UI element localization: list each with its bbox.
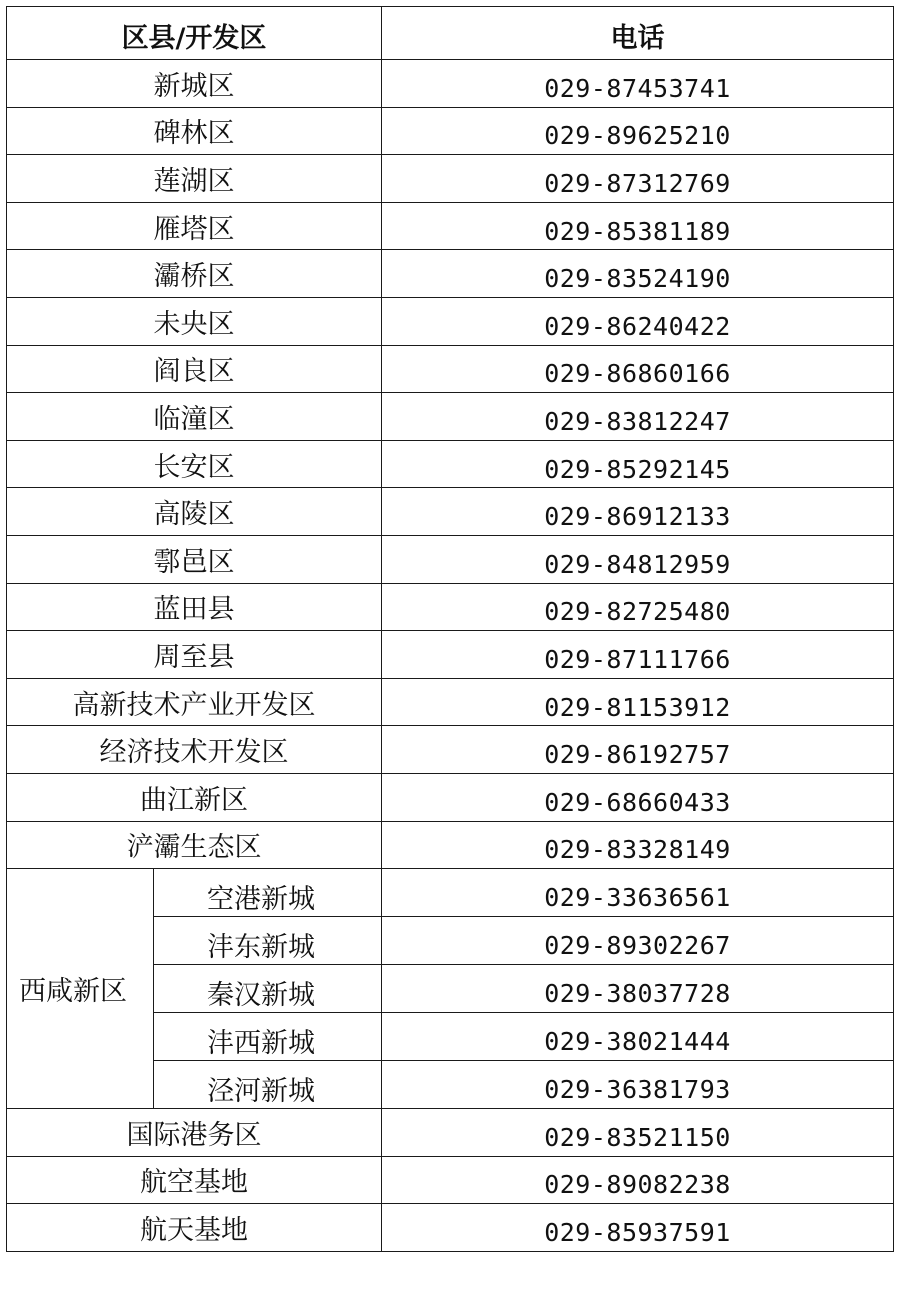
table-row [7, 202, 894, 250]
district-name-text: 临潼区 [153, 403, 235, 435]
district-name-text: 经济技术开发区 [99, 737, 289, 769]
district-name-text: 浐灞生态区 [126, 832, 262, 864]
district-name [7, 488, 382, 536]
district-name [7, 678, 382, 726]
phone-number: 029-86192757 [382, 726, 894, 774]
district-name [7, 1156, 382, 1204]
phone-number: 029-85292145 [382, 440, 894, 488]
district-name-text: 鄠邑区 [153, 546, 235, 578]
district-name [7, 440, 382, 488]
district-name [7, 583, 382, 631]
phone-number: 029-87111766 [382, 631, 894, 679]
phone-number: 029-85381189 [382, 202, 894, 250]
table-row [7, 821, 894, 869]
phone-number: 029-68660433 [382, 773, 894, 821]
sub-district-name: 秦汉新城 [154, 965, 382, 1013]
district-name-text: 碑林区 [153, 118, 235, 150]
district-name-text: 蓝田县 [153, 594, 235, 626]
phone-number: 029-87453741 [382, 60, 894, 108]
phone-number: 029-81153912 [382, 678, 894, 726]
district-name-text: 国际港务区 [126, 1119, 262, 1151]
table-row [7, 440, 894, 488]
sub-district-name: 泾河新城 [154, 1061, 382, 1109]
district-name-text: 阎良区 [153, 356, 235, 388]
table-row [7, 297, 894, 345]
table-row [7, 583, 894, 631]
table-row [7, 535, 894, 583]
district-name [7, 726, 382, 774]
district-name-text: 高新技术产业开发区 [72, 689, 316, 721]
table-row [7, 726, 894, 774]
table-row [7, 678, 894, 726]
phone-number: 029-38021444 [382, 1013, 894, 1061]
table-row [7, 250, 894, 298]
phone-number: 029-85937591 [382, 1204, 894, 1252]
phone-number: 029-86860166 [382, 345, 894, 393]
table-row [7, 1109, 894, 1157]
table-row [7, 1156, 894, 1204]
phone-number: 029-36381793 [382, 1061, 894, 1109]
district-name [7, 345, 382, 393]
district-name [7, 631, 382, 679]
district-name [7, 107, 382, 155]
district-name-text: 莲湖区 [153, 165, 235, 197]
district-name-text: 高陵区 [153, 499, 235, 531]
header-phone: 电话 [382, 7, 894, 60]
district-name [7, 393, 382, 441]
district-name-text: 曲江新区 [140, 784, 248, 816]
group-name: 西咸新区 [7, 869, 154, 1109]
table-row [7, 869, 894, 917]
table-row [7, 488, 894, 536]
phone-number: 029-38037728 [382, 965, 894, 1013]
phone-number: 029-89625210 [382, 107, 894, 155]
district-name [7, 1204, 382, 1252]
district-name [7, 535, 382, 583]
sub-district-name: 沣西新城 [154, 1013, 382, 1061]
phone-number: 029-86240422 [382, 297, 894, 345]
district-name [7, 155, 382, 203]
contact-table [6, 6, 894, 1252]
district-name [7, 202, 382, 250]
district-name-text: 航天基地 [140, 1215, 248, 1247]
phone-number: 029-86912133 [382, 488, 894, 536]
table-row [7, 773, 894, 821]
table-body [7, 60, 894, 1252]
table-row [7, 1204, 894, 1252]
phone-number: 029-87312769 [382, 155, 894, 203]
district-name-text: 雁塔区 [153, 213, 235, 245]
table-row [7, 393, 894, 441]
district-name-text: 未央区 [153, 308, 235, 340]
phone-number: 029-33636561 [382, 869, 894, 917]
district-name-text: 航空基地 [140, 1167, 248, 1199]
phone-number: 029-83521150 [382, 1109, 894, 1157]
district-name [7, 821, 382, 869]
district-name [7, 60, 382, 108]
table-row [7, 60, 894, 108]
table-header-row [7, 7, 894, 60]
district-name-text: 灞桥区 [153, 261, 235, 293]
district-name-text: 周至县 [153, 641, 235, 673]
table-row [7, 107, 894, 155]
phone-number: 029-84812959 [382, 535, 894, 583]
district-name [7, 773, 382, 821]
table-row [7, 345, 894, 393]
phone-number: 029-83328149 [382, 821, 894, 869]
header-district: 区县/开发区 [7, 7, 382, 60]
phone-number: 029-82725480 [382, 583, 894, 631]
phone-number: 029-89302267 [382, 917, 894, 965]
table-row [7, 631, 894, 679]
sub-district-name: 空港新城 [154, 869, 382, 917]
table-row [7, 155, 894, 203]
phone-number: 029-83524190 [382, 250, 894, 298]
sub-district-name: 沣东新城 [154, 917, 382, 965]
district-name [7, 1109, 382, 1157]
phone-number: 029-83812247 [382, 393, 894, 441]
phone-number: 029-89082238 [382, 1156, 894, 1204]
district-name [7, 250, 382, 298]
district-name-text: 长安区 [153, 451, 235, 483]
district-name-text: 新城区 [153, 70, 235, 102]
district-name [7, 297, 382, 345]
